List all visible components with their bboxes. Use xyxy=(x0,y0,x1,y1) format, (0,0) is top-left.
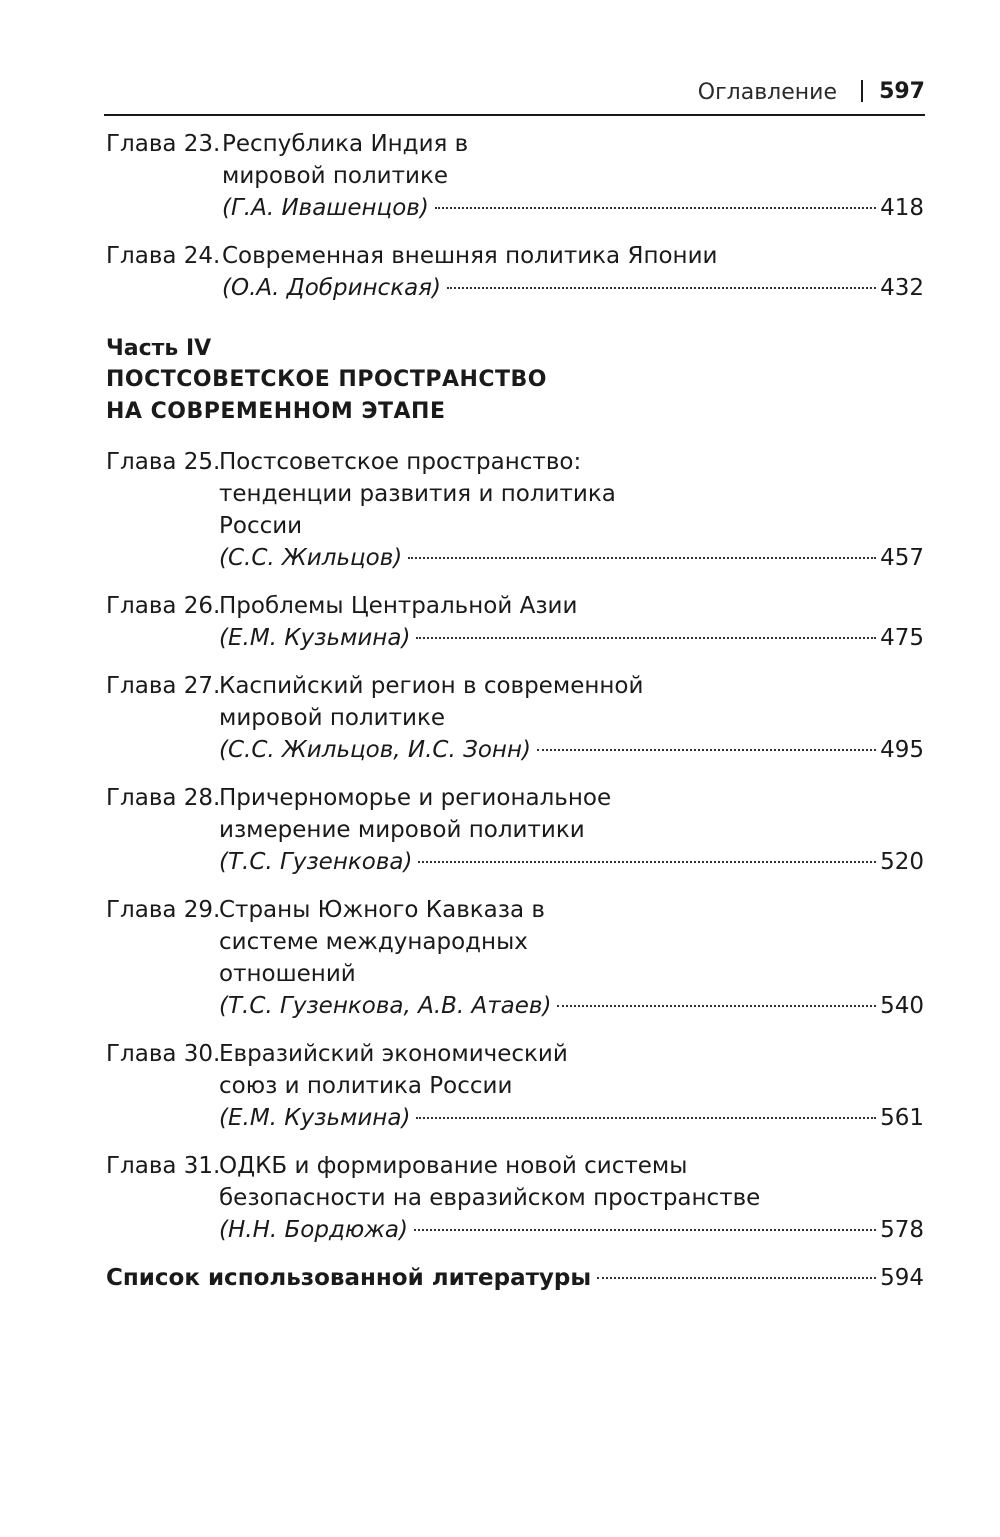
dot-leader xyxy=(435,207,876,209)
running-header xyxy=(104,74,925,116)
bibliography-title: Список использованной литературы xyxy=(106,1265,592,1291)
chapter-page: 520 xyxy=(880,849,924,875)
chapter-leader xyxy=(222,192,924,224)
chapter-number: Глава 28. xyxy=(106,785,221,811)
running-header-section: Оглавление xyxy=(697,80,837,105)
chapter-number: Глава 29. xyxy=(106,897,221,923)
dot-leader xyxy=(414,1229,876,1231)
chapter-body xyxy=(219,670,924,766)
chapter-number: Глава 25. xyxy=(106,449,221,475)
chapter-page: 561 xyxy=(880,1105,924,1131)
chapter-page: 418 xyxy=(880,195,924,221)
chapter-body xyxy=(219,1038,924,1134)
chapter-number: Глава 23. xyxy=(106,131,221,157)
chapter-leader xyxy=(219,542,924,574)
chapter-body xyxy=(222,240,924,304)
chapter-author: (Е.М. Кузьмина) xyxy=(219,625,411,651)
part-label: Часть IV xyxy=(106,336,212,361)
dot-leader xyxy=(416,637,876,639)
chapter-body xyxy=(219,782,924,878)
chapter-body xyxy=(219,1150,924,1246)
chapter-title: Современная внешняя политика Японии xyxy=(222,243,718,269)
toc-entry-chapter-30 xyxy=(106,1038,924,1134)
chapter-page: 457 xyxy=(880,545,924,571)
dot-leader xyxy=(557,1005,876,1007)
chapter-title: Республика Индия в мировой политике xyxy=(222,131,469,189)
chapter-leader xyxy=(219,990,924,1022)
part-title: ПОСТСОВЕТСКОЕ ПРОСТРАНСТВО НА СОВРЕМЕННОМ ЭТАПЕ xyxy=(106,367,548,424)
chapter-page: 540 xyxy=(880,993,924,1019)
dot-leader xyxy=(408,557,876,559)
chapter-page: 495 xyxy=(880,737,924,763)
chapter-number: Глава 31. xyxy=(106,1153,221,1179)
chapter-body xyxy=(222,128,562,192)
chapter-number: Глава 30. xyxy=(106,1041,221,1067)
toc-entry-chapter-26 xyxy=(106,590,924,654)
chapter-page: 578 xyxy=(880,1217,924,1243)
chapter-page: 475 xyxy=(880,625,924,651)
chapter-author: (С.С. Жильцов, И.С. Зонн) xyxy=(219,737,531,763)
bibliography-page: 594 xyxy=(880,1265,924,1291)
chapter-author: (О.А. Добринская) xyxy=(222,275,441,301)
toc-entry-chapter-23 xyxy=(106,128,924,192)
toc-entry-chapter-27 xyxy=(106,670,924,766)
chapter-body xyxy=(219,894,924,1022)
chapter-author: (Т.С. Гузенкова) xyxy=(219,849,413,875)
chapter-author: (Г.А. Ивашенцов) xyxy=(222,195,429,221)
chapter-leader xyxy=(222,272,924,304)
chapter-author: (С.С. Жильцов) xyxy=(219,545,403,571)
chapter-author: (Т.С. Гузенкова, А.В. Атаев) xyxy=(219,993,552,1019)
toc-entry-chapter-23-ref xyxy=(106,192,924,224)
toc-entry-chapter-29 xyxy=(106,894,924,1022)
chapter-title: Постсоветское пространство: тенденции развития и политика России xyxy=(219,449,616,539)
chapter-number: Глава 24. xyxy=(106,243,221,269)
chapter-leader xyxy=(219,734,924,766)
table-of-contents xyxy=(106,128,924,1294)
chapter-number: Глава 27. xyxy=(106,673,221,699)
dot-leader xyxy=(597,1277,876,1279)
chapter-leader xyxy=(219,622,924,654)
chapter-title: Каспийский регион в современной мировой политике xyxy=(219,673,644,731)
page-number: 597 xyxy=(879,79,925,104)
dot-leader xyxy=(418,861,876,863)
chapter-title: Евразийский экономический союз и политика России xyxy=(219,1041,568,1099)
chapter-author: (Е.М. Кузьмина) xyxy=(219,1105,411,1131)
chapter-leader xyxy=(219,1214,924,1246)
chapter-number: Глава 26. xyxy=(106,593,221,619)
chapter-title: Причерноморье и региональное измерение мировой политики xyxy=(219,785,612,843)
dot-leader xyxy=(416,1117,876,1119)
chapter-body xyxy=(219,446,924,574)
chapter-author: (Н.Н. Бордюжа) xyxy=(219,1217,408,1243)
chapter-title: ОДКБ и формирование новой системы безопасности на евразийском пространстве xyxy=(219,1153,761,1211)
chapter-page: 432 xyxy=(880,275,924,301)
chapter-leader xyxy=(219,846,924,878)
chapter-body xyxy=(219,590,924,654)
toc-entry-bibliography xyxy=(106,1262,924,1294)
chapter-title: Проблемы Центральной Азии xyxy=(219,593,578,619)
toc-entry-chapter-24 xyxy=(106,240,924,304)
dot-leader xyxy=(447,287,876,289)
chapter-title: Страны Южного Кавказа в системе международных отношений xyxy=(219,897,545,987)
part-heading xyxy=(106,334,924,428)
toc-entry-chapter-31 xyxy=(106,1150,924,1246)
toc-entry-chapter-28 xyxy=(106,782,924,878)
toc-entry-chapter-25 xyxy=(106,446,924,574)
chapter-leader xyxy=(219,1102,924,1134)
running-header-separator xyxy=(861,80,863,102)
dot-leader xyxy=(537,749,876,751)
